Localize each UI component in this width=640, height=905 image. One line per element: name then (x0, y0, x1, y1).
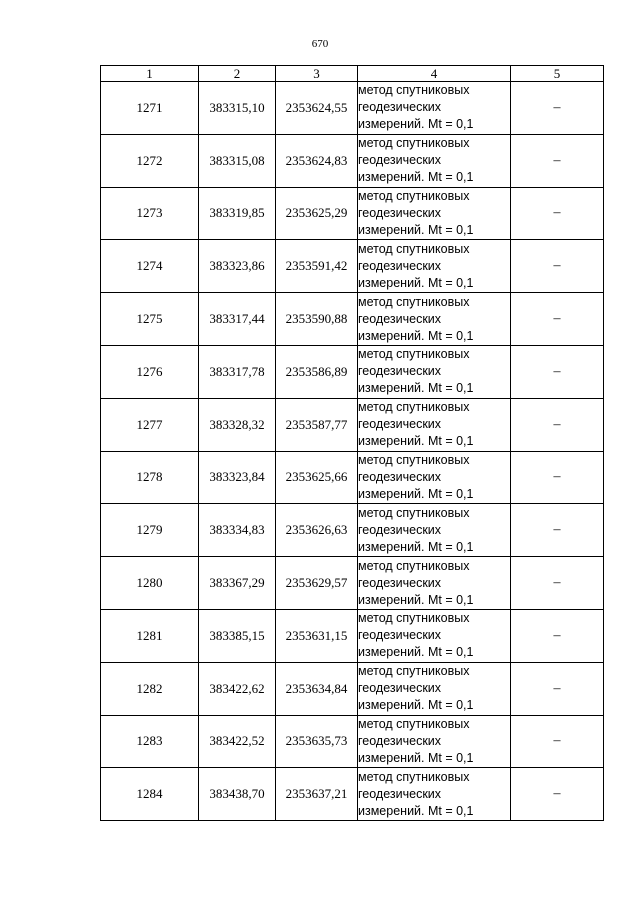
y-coordinate-cell: 2353591,42 (276, 240, 358, 293)
page-number: 670 (311, 38, 329, 50)
method-line: метод спутниковых (358, 83, 470, 98)
note-cell: – (511, 293, 604, 346)
x-coordinate-cell: 383367,29 (199, 557, 276, 610)
point-number-cell: 1272 (101, 134, 199, 187)
x-coordinate-cell: 383317,78 (199, 345, 276, 398)
method-line: геодезических (358, 417, 442, 432)
note-cell: – (511, 609, 604, 662)
x-coordinate-cell: 383422,62 (199, 662, 276, 715)
column-header-5: 5 (511, 66, 604, 82)
method-cell (358, 293, 511, 346)
y-coordinate-cell: 2353635,73 (276, 715, 358, 768)
method-line: метод спутниковых (358, 769, 470, 784)
y-coordinate-cell: 2353586,89 (276, 345, 358, 398)
y-coordinate-cell: 2353587,77 (276, 398, 358, 451)
method-line: измерений. Mt = 0,1 (358, 698, 474, 713)
coordinates-table (100, 65, 604, 821)
method-line: геодезических (358, 258, 442, 273)
method-line: измерений. Mt = 0,1 (358, 645, 474, 660)
point-number-cell: 1277 (101, 398, 199, 451)
method-cell (358, 240, 511, 293)
method-line: геодезических (358, 733, 442, 748)
y-coordinate-cell: 2353625,66 (276, 451, 358, 504)
method-line: измерений. Mt = 0,1 (358, 486, 474, 501)
note-cell: – (511, 768, 604, 821)
x-coordinate-cell: 383317,44 (199, 293, 276, 346)
point-number-cell: 1273 (101, 187, 199, 240)
method-line: измерений. Mt = 0,1 (358, 117, 474, 132)
method-line: метод спутниковых (358, 347, 470, 362)
x-coordinate-cell: 383422,52 (199, 715, 276, 768)
note-cell: – (511, 240, 604, 293)
point-number-cell: 1278 (101, 451, 199, 504)
table-body (101, 82, 604, 821)
method-line: метод спутниковых (358, 664, 470, 679)
point-number-cell: 1282 (101, 662, 199, 715)
table-row (101, 768, 604, 821)
column-header-3: 3 (276, 66, 358, 82)
x-coordinate-cell: 383323,86 (199, 240, 276, 293)
method-cell (358, 662, 511, 715)
method-line: геодезических (358, 681, 442, 696)
table-row (101, 187, 604, 240)
table-row (101, 557, 604, 610)
table-row (101, 609, 604, 662)
method-line: геодезических (358, 575, 442, 590)
table-row (101, 504, 604, 557)
note-cell: – (511, 345, 604, 398)
x-coordinate-cell: 383328,32 (199, 398, 276, 451)
point-number-cell: 1281 (101, 609, 199, 662)
method-cell (358, 504, 511, 557)
x-coordinate-cell: 383438,70 (199, 768, 276, 821)
column-header-4: 4 (358, 66, 511, 82)
table-row (101, 451, 604, 504)
y-coordinate-cell: 2353637,21 (276, 768, 358, 821)
note-cell: – (511, 451, 604, 504)
method-line: геодезических (358, 311, 442, 326)
method-line: измерений. Mt = 0,1 (358, 539, 474, 554)
method-line: измерений. Mt = 0,1 (358, 170, 474, 185)
x-coordinate-cell: 383385,15 (199, 609, 276, 662)
y-coordinate-cell: 2353634,84 (276, 662, 358, 715)
x-coordinate-cell: 383319,85 (199, 187, 276, 240)
x-coordinate-cell: 383334,83 (199, 504, 276, 557)
y-coordinate-cell: 2353629,57 (276, 557, 358, 610)
method-cell (358, 398, 511, 451)
note-cell: – (511, 82, 604, 135)
method-line: измерений. Mt = 0,1 (358, 381, 474, 396)
method-line: измерений. Mt = 0,1 (358, 328, 474, 343)
note-cell: – (511, 715, 604, 768)
method-line: метод спутниковых (358, 136, 470, 151)
point-number-cell: 1271 (101, 82, 199, 135)
point-number-cell: 1276 (101, 345, 199, 398)
table-row (101, 293, 604, 346)
method-line: геодезических (358, 522, 442, 537)
method-cell (358, 187, 511, 240)
table-row (101, 345, 604, 398)
method-cell (358, 557, 511, 610)
y-coordinate-cell: 2353624,83 (276, 134, 358, 187)
method-line: геодезических (358, 469, 442, 484)
method-line: измерений. Mt = 0,1 (358, 275, 474, 290)
point-number-cell: 1280 (101, 557, 199, 610)
method-line: геодезических (358, 628, 442, 643)
method-line: метод спутниковых (358, 505, 470, 520)
note-cell: – (511, 662, 604, 715)
method-line: метод спутниковых (358, 558, 470, 573)
method-cell (358, 134, 511, 187)
method-cell (358, 451, 511, 504)
method-line: геодезических (358, 100, 442, 115)
method-cell (358, 345, 511, 398)
method-line: геодезических (358, 153, 442, 168)
method-cell (358, 715, 511, 768)
column-header-1: 1 (101, 66, 199, 82)
y-coordinate-cell: 2353626,63 (276, 504, 358, 557)
method-line: метод спутниковых (358, 611, 470, 626)
method-cell (358, 768, 511, 821)
note-cell: – (511, 557, 604, 610)
method-line: метод спутниковых (358, 400, 470, 415)
y-coordinate-cell: 2353625,29 (276, 187, 358, 240)
method-line: геодезических (358, 786, 442, 801)
method-line: метод спутниковых (358, 241, 470, 256)
table-row (101, 240, 604, 293)
method-line: геодезических (358, 205, 442, 220)
table-row (101, 134, 604, 187)
method-line: измерений. Mt = 0,1 (358, 434, 474, 449)
method-line: метод спутниковых (358, 716, 470, 731)
note-cell: – (511, 398, 604, 451)
point-number-cell: 1284 (101, 768, 199, 821)
point-number-cell: 1283 (101, 715, 199, 768)
method-line: геодезических (358, 364, 442, 379)
note-cell: – (511, 504, 604, 557)
table-row (101, 398, 604, 451)
method-cell (358, 609, 511, 662)
point-number-cell: 1275 (101, 293, 199, 346)
point-number-cell: 1274 (101, 240, 199, 293)
method-line: измерений. Mt = 0,1 (358, 592, 474, 607)
note-cell: – (511, 187, 604, 240)
table-row (101, 715, 604, 768)
method-line: метод спутниковых (358, 452, 470, 467)
table-header-row (101, 66, 604, 82)
method-line: метод спутниковых (358, 188, 470, 203)
x-coordinate-cell: 383315,08 (199, 134, 276, 187)
y-coordinate-cell: 2353631,15 (276, 609, 358, 662)
table-row (101, 82, 604, 135)
method-line: измерений. Mt = 0,1 (358, 750, 474, 765)
point-number-cell: 1279 (101, 504, 199, 557)
method-cell (358, 82, 511, 135)
column-header-2: 2 (199, 66, 276, 82)
method-line: измерений. Mt = 0,1 (358, 222, 474, 237)
method-line: метод спутниковых (358, 294, 470, 309)
note-cell: – (511, 134, 604, 187)
method-line: измерений. Mt = 0,1 (358, 803, 474, 818)
table-row (101, 662, 604, 715)
y-coordinate-cell: 2353624,55 (276, 82, 358, 135)
y-coordinate-cell: 2353590,88 (276, 293, 358, 346)
x-coordinate-cell: 383315,10 (199, 82, 276, 135)
x-coordinate-cell: 383323,84 (199, 451, 276, 504)
